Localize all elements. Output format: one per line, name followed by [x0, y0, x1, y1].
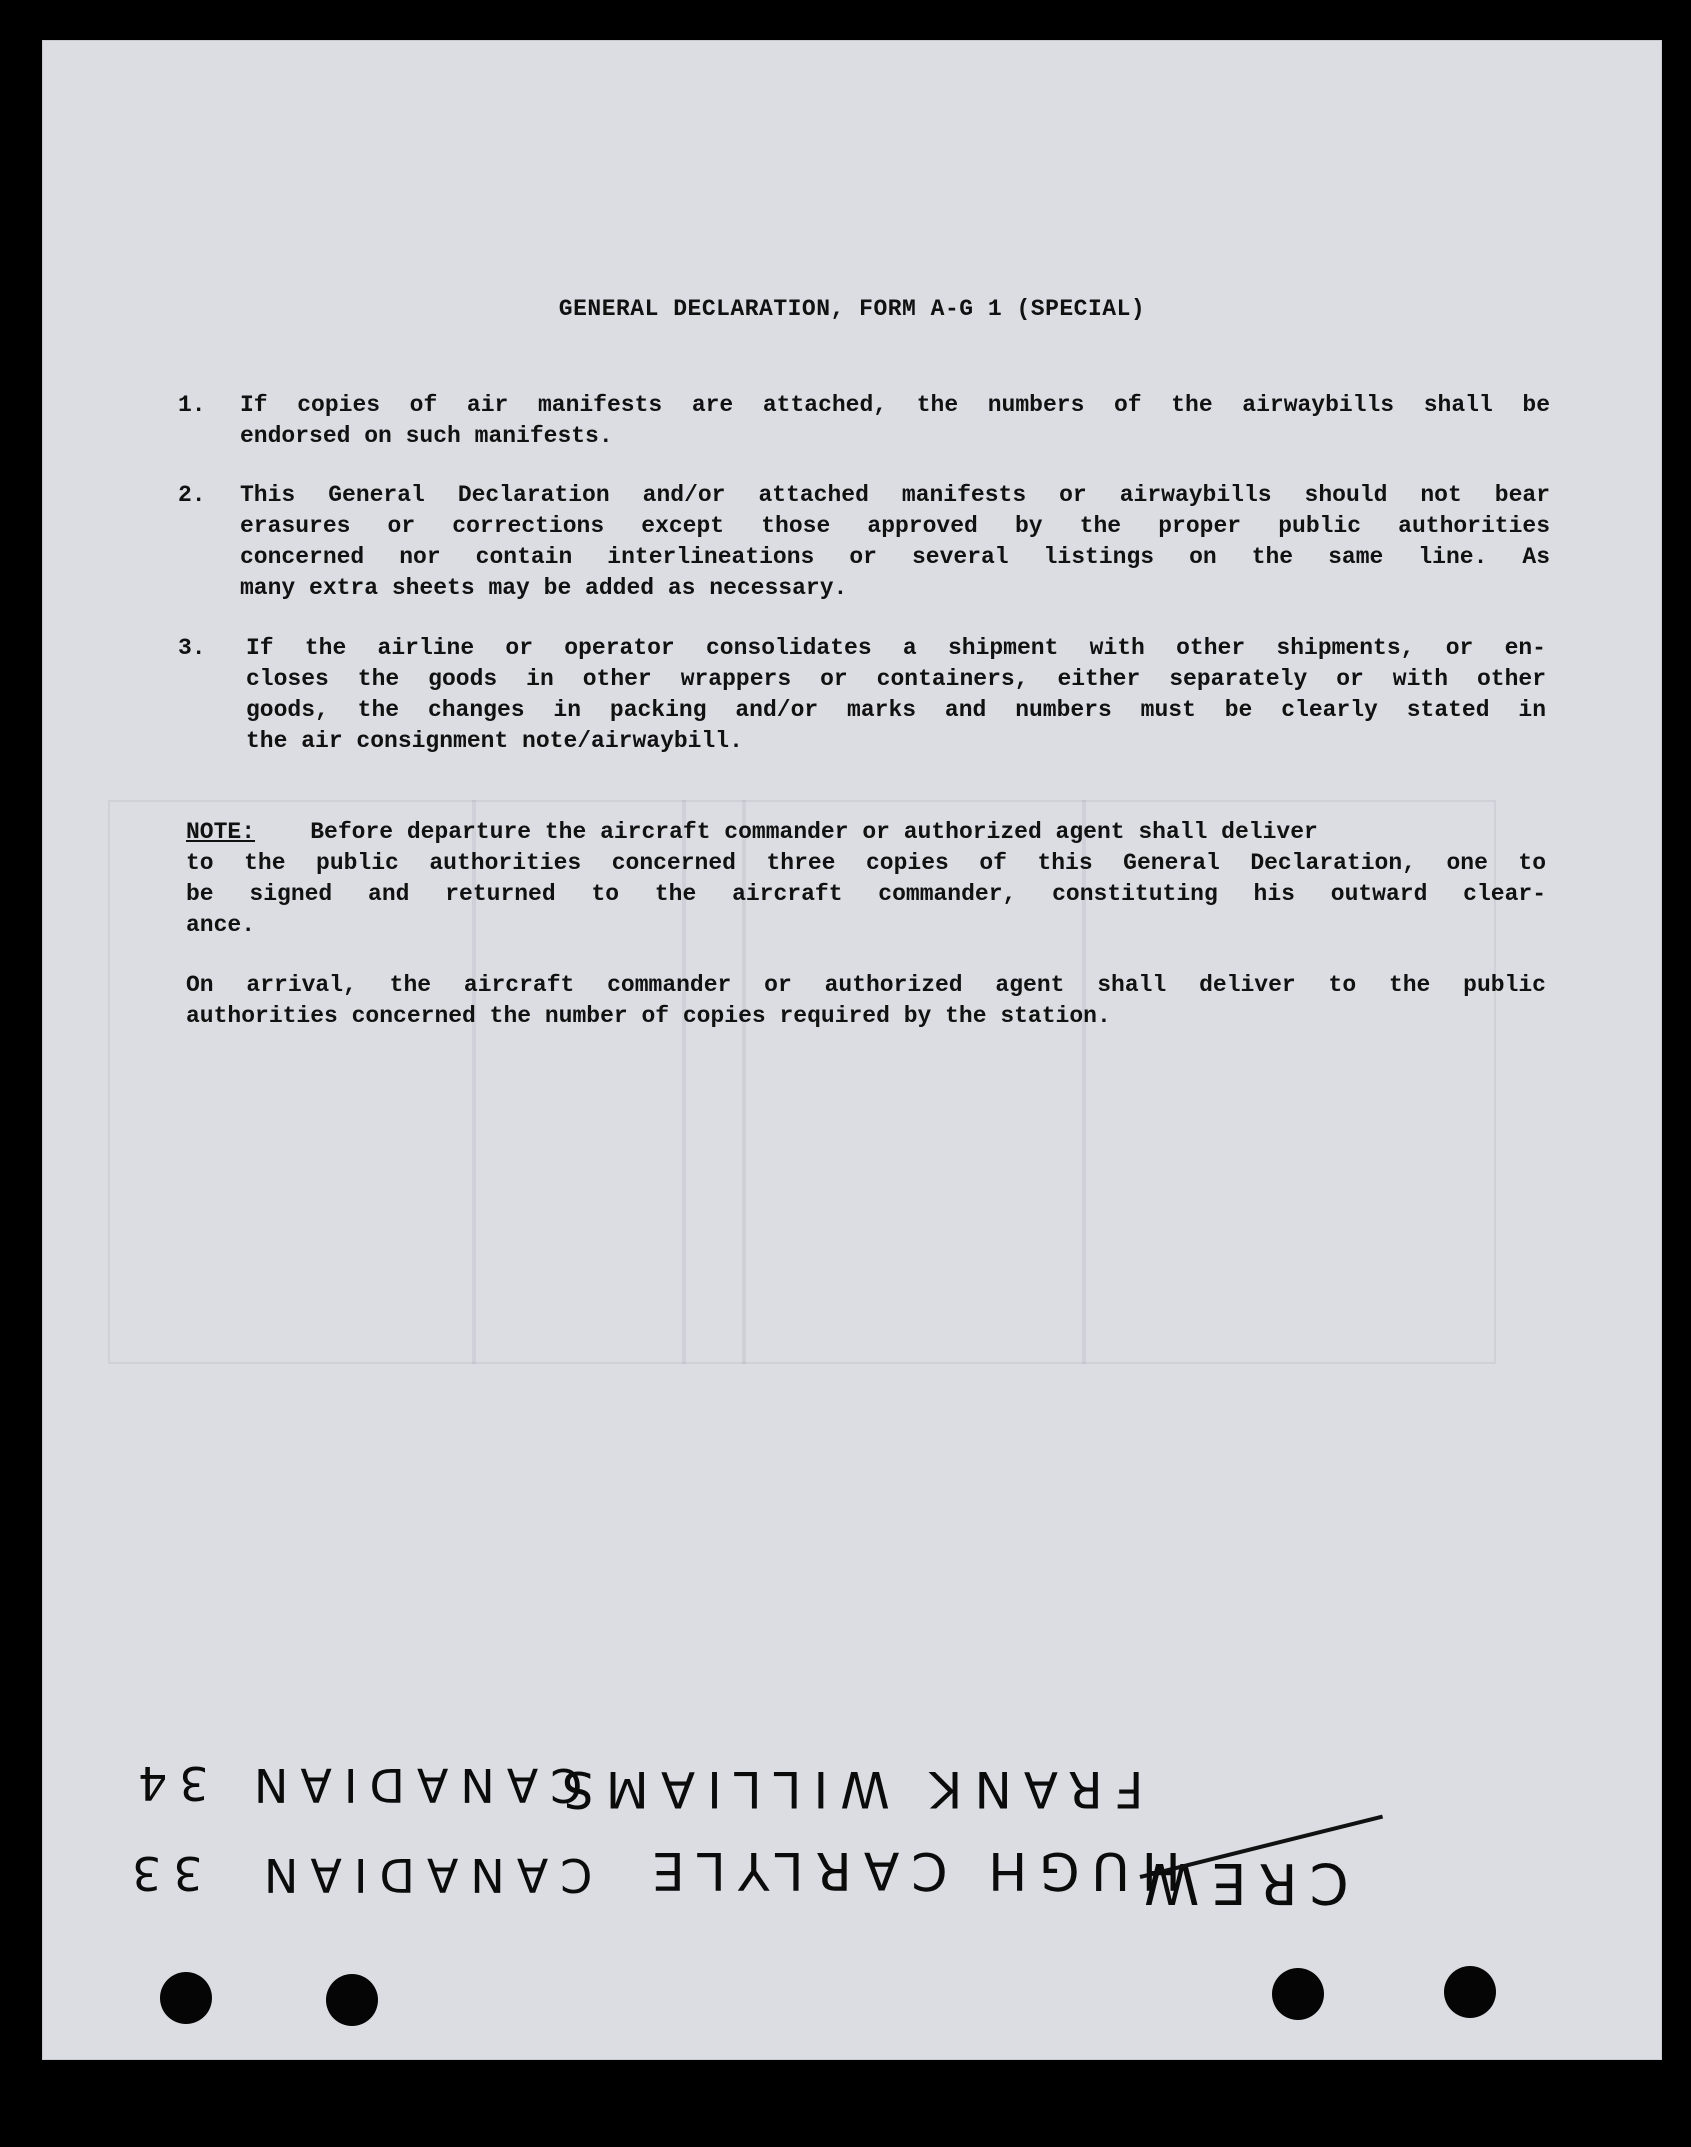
note-label: NOTE: — [186, 819, 256, 845]
item-line: If the airline or operator consolidates a shipment with other shipments, or en- — [246, 635, 1546, 661]
punch-hole — [160, 1972, 212, 2024]
note-line: ance. — [186, 912, 256, 938]
list-item — [178, 390, 1548, 452]
arrival-line: authorities concerned the number of copies required by the station. — [186, 1003, 1111, 1029]
item-line: erasures or corrections except those approved by the proper public authorities — [240, 513, 1550, 539]
item-text — [240, 390, 1550, 452]
punch-hole — [326, 1974, 378, 2026]
handwritten-crew-age: 34 — [126, 1756, 209, 1810]
item-number: 2. — [178, 482, 206, 508]
arrival-paragraph — [186, 970, 1546, 1032]
handwritten-crew-name: FRANK WILLIAMS — [550, 1760, 1144, 1818]
document-page — [42, 40, 1662, 2060]
note-line: be signed and returned to the aircraft commander, constituting his outward clear- — [186, 881, 1546, 907]
handwritten-crew-age: 33 — [120, 1846, 203, 1900]
arrival-line: On arrival, the aircraft commander or authorized agent shall deliver to the public — [186, 972, 1546, 998]
item-text — [240, 480, 1550, 604]
punch-hole — [1272, 1968, 1324, 2020]
item-line: If copies of air manifests are attached, the numbers of the airwaybills shall be — [240, 392, 1550, 418]
handwritten-crew-nationality: CANADIAN — [252, 1848, 593, 1902]
page-title: GENERAL DECLARATION, FORM A-G 1 (SPECIAL) — [558, 296, 1146, 322]
item-number: 1. — [178, 392, 206, 418]
item-line: endorsed on such manifests. — [240, 423, 613, 449]
note-line: Before departure the aircraft commander or authorized agent shall deliver — [310, 819, 1318, 845]
punch-hole — [1444, 1966, 1496, 2018]
note-paragraph — [186, 817, 1546, 941]
list-item — [178, 480, 1548, 604]
item-line: goods, the changes in packing and/or marks and numbers must be clearly stated in — [246, 697, 1546, 723]
item-line: concerned nor contain interlineations or several listings on the same line. As — [240, 544, 1550, 570]
item-line: the air consignment note/airwaybill. — [246, 728, 743, 754]
handwritten-crew-nationality: CANADIAN — [242, 1758, 583, 1812]
item-number: 3. — [178, 635, 206, 661]
item-line: many extra sheets may be added as necessary. — [240, 575, 848, 601]
handwritten-crew-heading: CREW — [1132, 1850, 1349, 1915]
item-line: closes the goods in other wrappers or containers, either separately or with other — [246, 666, 1546, 692]
item-line: This General Declaration and/or attached manifests or airwaybills should not bear — [240, 482, 1550, 508]
handwritten-crew-name: HUGH CARLYLE — [640, 1840, 1181, 1900]
list-item — [178, 633, 1548, 757]
item-text — [246, 633, 1546, 757]
note-line: to the public authorities concerned three copies of this General Declaration, one to — [186, 850, 1546, 876]
